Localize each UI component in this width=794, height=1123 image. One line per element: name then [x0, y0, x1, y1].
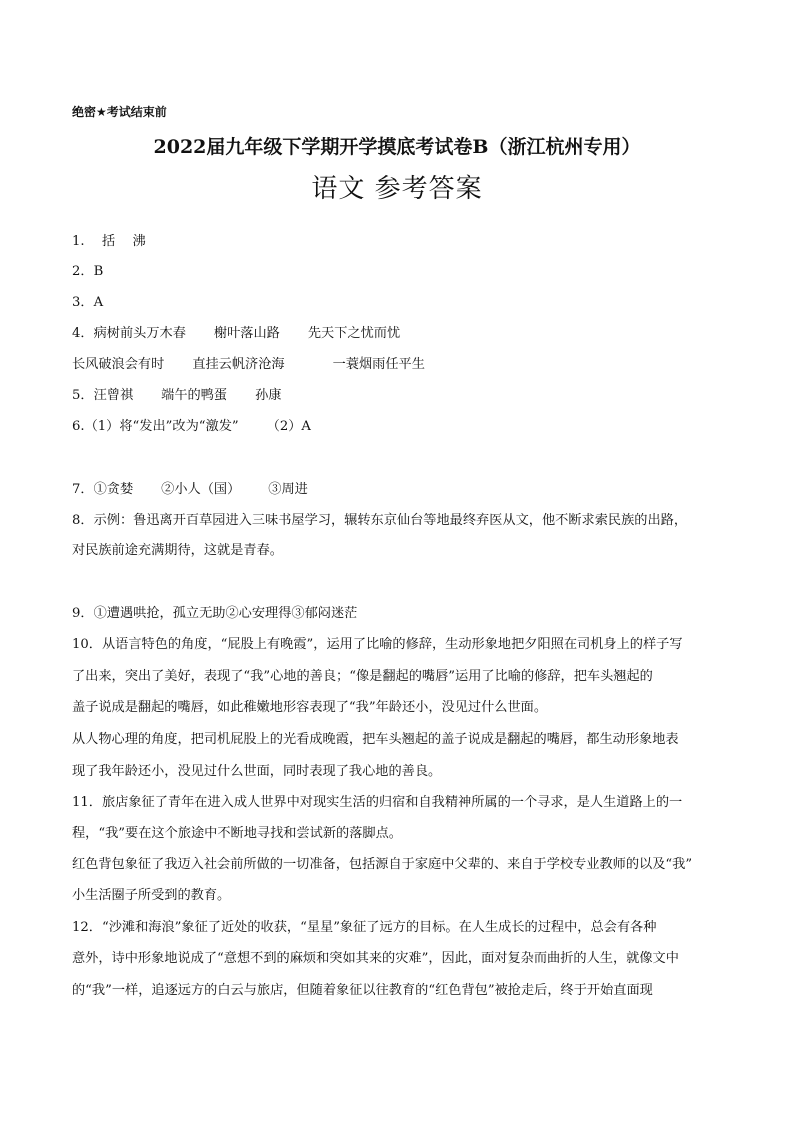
answer-4-item-6: 一蓑烟雨任平生	[332, 357, 425, 372]
exam-title: 2022届九年级下学期开学摸底考试卷B（浙江杭州专用）	[153, 136, 641, 158]
answer-4-item-3: 先天下之忧而忧	[307, 326, 401, 341]
page-subtitle: 语文 参考答案	[311, 174, 483, 204]
answer-10-line-5: 现了我年龄还小，没见过什么世面，同时表现了我心地的善良。	[72, 764, 442, 779]
answer-12-line-3: 的“我”一样，追逐远方的白云与旅店，但随着象征以往教育的“红色背包”被抢走后，终于开始直面现	[72, 983, 653, 998]
answer-4-item-1: 4．病树前头万木春	[72, 326, 186, 341]
answer-4-line-2	[72, 356, 727, 374]
answer-11-line-4: 小生活圈子所受到的教育。	[72, 888, 231, 903]
answer-5	[72, 387, 727, 405]
answer-11-line-3: 红色背包象征了我迈入社会前所做的一切准备，包括源自于家庭中父辈的、来自于学校专业教师的以及“我”	[72, 857, 693, 872]
answer-7-item-2: ②小人（国）	[161, 482, 241, 497]
answer-11-line-2: 程，“我”要在这个旅途中不断地寻找和尝试新的落脚点。	[72, 826, 402, 841]
answer-10-line-3: 盖子说成是翻起的嘴唇，如此稚嫩地形容表现了“我”年龄还小，没见过什么世面。	[72, 700, 548, 715]
answer-1: 1. 括 沸	[72, 234, 146, 249]
answer-11-line-1: 11．旅店象征了青年在进入成人世界中对现实生活的归宿和自我精神所属的一个寻求，是人生道路上的一	[72, 795, 683, 810]
answer-5-item-3: 孙康	[255, 388, 282, 403]
answer-2: 2．B	[72, 264, 104, 279]
answer-4-line-1	[72, 325, 727, 343]
answer-6-item-1: 6.（1）将“发出”改为“激发”	[72, 419, 239, 434]
answer-6-item-2: （2）A	[266, 419, 311, 434]
answer-4-item-4: 长风破浪会有时	[72, 357, 165, 372]
answer-4-item-2: 榭叶落山路	[213, 326, 280, 341]
answer-8-line-1: 8．示例：鲁迅离开百草园进入三味书屋学习，辗转东京仙台等地最终弃医从文，他不断求索民族的出路，	[72, 513, 688, 528]
answer-9: 9．①遭遇哄抢，孤立无助②心安理得③郁闷迷茫	[72, 606, 358, 621]
answer-10-line-2: 了出来，突出了美好，表现了“我”心地的善良；“像是翻起的嘴唇”运用了比喻的修辞，把车头翘起的	[72, 669, 653, 684]
answer-5-item-2: 端午的鸭蛋	[161, 388, 228, 403]
answer-12-line-2: 意外，诗中形象地说成了“意想不到的麻烦和突如其来的灾难”，因此，面对复杂而曲折的人生，就像文中	[72, 951, 679, 966]
answer-7	[72, 481, 727, 499]
answer-6	[72, 418, 727, 436]
answer-12-line-1: 12．“沙滩和海浪”象征了近处的收获，“星星”象征了远方的目标。在人生成长的过程中，总会有各种	[72, 920, 657, 935]
confidential-label: 绝密★考试结束前	[72, 105, 167, 119]
answer-10-line-1: 10．从语言特色的角度，“屁股上有晚霞”，运用了比喻的修辞，生动形象地把夕阳照在司机身上的样子写	[72, 637, 683, 652]
answer-3: 3．A	[72, 295, 104, 310]
answer-4-item-5: 直挂云帆济沧海	[192, 357, 285, 372]
answer-7-item-3: ③周进	[268, 482, 308, 497]
answer-10-line-4: 从人物心理的角度，把司机屁股上的光看成晚霞，把车头翘起的盖子说成是翻起的嘴唇，都生动形象地表	[72, 732, 679, 747]
answer-5-item-1: 5．汪曾祺	[72, 388, 134, 403]
answer-8-line-2: 对民族前途充满期待，这就是青春。	[72, 543, 283, 558]
answer-7-item-1: 7．①贪婪	[72, 482, 134, 497]
